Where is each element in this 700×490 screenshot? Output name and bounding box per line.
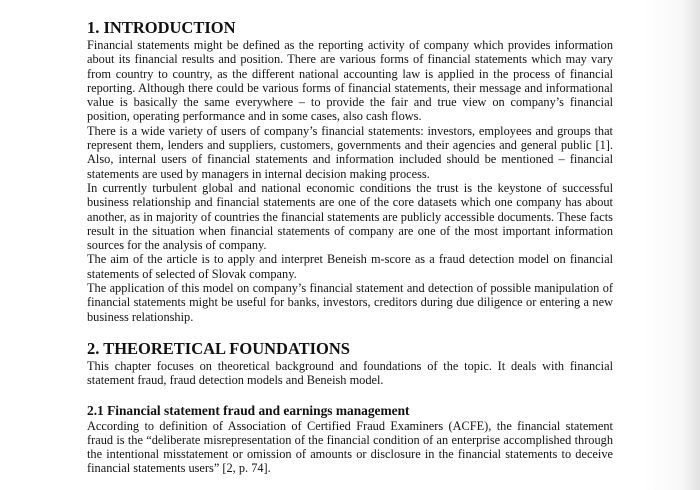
article-body (87, 18, 613, 476)
section-heading-introduction: 1. INTRODUCTION (87, 18, 236, 37)
paragraph: Financial statements might be defined as the reporting activity of company which provides information about its financial results and position. There are various forms of financial statements which may vary from country to country, as the different national accounting law is applied in the process of financial reporting. Although there could be various forms of financial statements, their message and informational value is basically the same everywhere – to provide the fair and true view on company’s financial position, operating performance and in some cases, also cash flows. (87, 38, 613, 124)
subsection-heading-financial-statement-fraud: 2.1 Financial statement fraud and earnings management (87, 402, 410, 418)
paragraph: This chapter focuses on theoretical background and foundations of the topic. It deals with financial statement fraud, fraud detection models and Beneish model. (87, 358, 613, 388)
section-spacer (87, 388, 613, 402)
paragraph: According to definition of Association of Certified Fraud Examiners (ACFE), the financial statement fraud is the “deliberate misrepresentation of the financial condition of an enterprise accomplished through the intentional misstatement or omission of amounts or disclosure in the financial statements to deceive financial statements users” [2, p. 74]. (87, 418, 613, 476)
paragraph: In currently turbulent global and national economic conditions the trust is the keystone of successful business relationship and financial statements are one of the core datasets which one company has about another, as in majority of countries the financial statements are publicly accessible documents. These facts result in the situation when financial statements of company are one of the most important information sources for the analysis of company. (87, 180, 613, 253)
section-spacer (87, 324, 613, 339)
page-edge-shadow (682, 0, 700, 490)
section-heading-theoretical-foundations: 2. THEORETICAL FOUNDATIONS (87, 338, 350, 358)
paragraph: There is a wide variety of users of company’s financial statements: investors, employees and groups that represent them, lenders and suppliers, customers, governments and their agencies and general public [1]. Also, internal users of financial statements and information included should be mentioned – financial statements are used by managers in internal decision making process. (87, 123, 613, 181)
paragraph: The aim of the article is to apply and interpret Beneish m-score as a fraud detection model on financial statements of selected of Slovak company. (87, 252, 613, 281)
paragraph: The application of this model on company’s financial statement and detection of possible manipulation of financial statements might be useful for banks, investors, creditors during due diligence or entering a new business relationship. (87, 281, 613, 324)
